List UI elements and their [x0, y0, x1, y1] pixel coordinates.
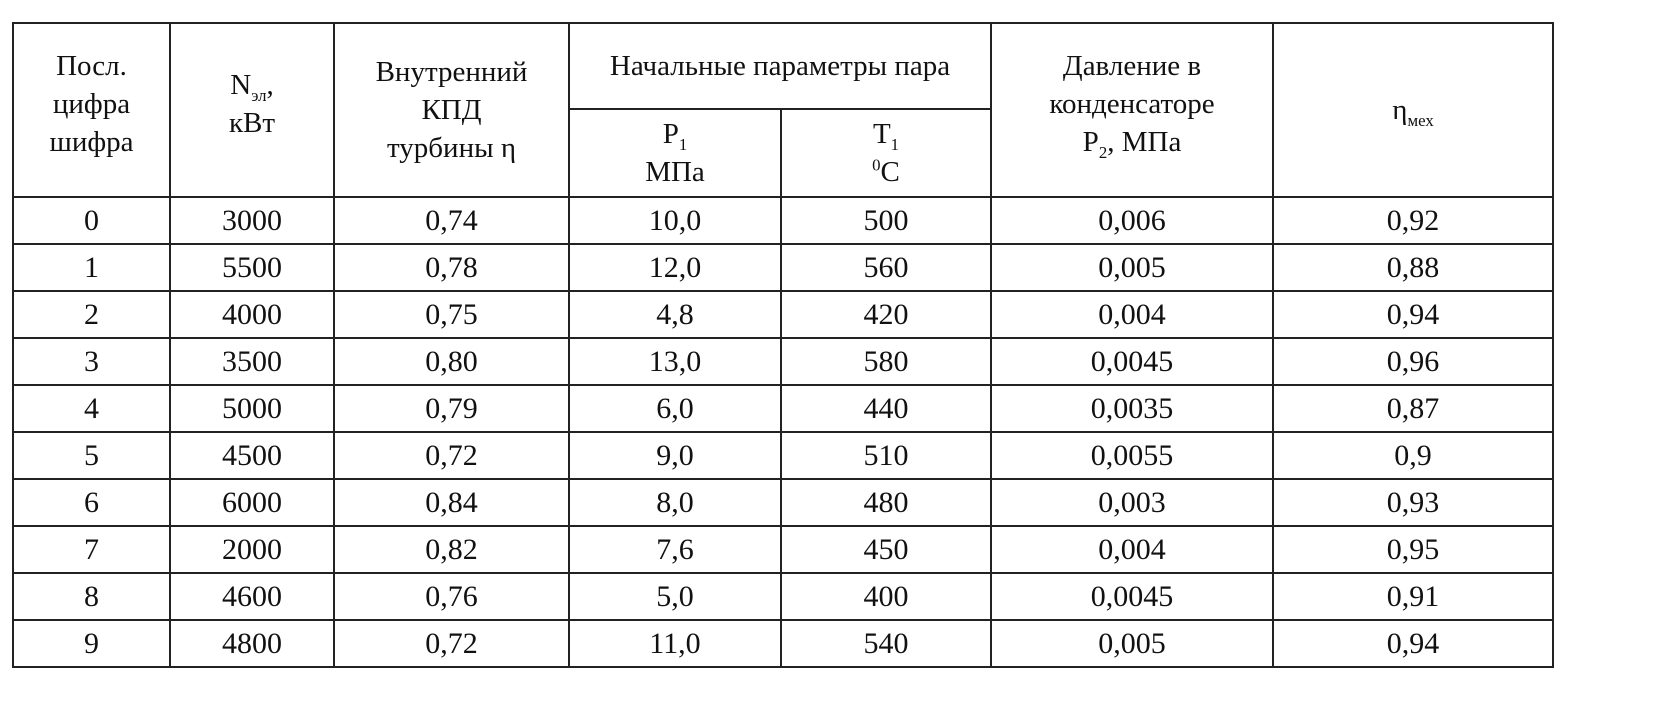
cell-mech-efficiency: 0,94 [1273, 291, 1553, 338]
cell-condenser-pressure: 0,005 [991, 244, 1273, 291]
cell-mech-efficiency: 0,93 [1273, 479, 1553, 526]
cell-power: 3000 [170, 197, 334, 244]
cell-pressure-p1: 5,0 [569, 573, 781, 620]
header-power-unit: кВт [228, 107, 276, 139]
cell-power: 5000 [170, 385, 334, 432]
cell-digit: 0 [13, 197, 170, 244]
header-t1-symbol: T [872, 118, 891, 150]
header-power [170, 23, 334, 197]
parameters-table [12, 22, 1554, 668]
cell-temperature-t1: 510 [781, 432, 991, 479]
header-p1-symbol: P [662, 118, 679, 150]
cell-condenser-pressure: 0,004 [991, 526, 1273, 573]
cell-efficiency: 0,79 [334, 385, 569, 432]
table-row [13, 432, 1553, 479]
table-row [13, 244, 1553, 291]
cell-mech-efficiency: 0,88 [1273, 244, 1553, 291]
cell-mech-efficiency: 0,92 [1273, 197, 1553, 244]
header-condenser-unit: , МПа [1107, 126, 1182, 158]
header-condenser-subscript: 2 [1098, 142, 1108, 162]
header-p1-subscript: 1 [678, 134, 688, 154]
cell-temperature-t1: 400 [781, 573, 991, 620]
cell-mech-efficiency: 0,87 [1273, 385, 1553, 432]
cell-digit: 4 [13, 385, 170, 432]
cell-power: 4500 [170, 432, 334, 479]
cell-efficiency: 0,72 [334, 620, 569, 667]
cell-temperature-t1: 420 [781, 291, 991, 338]
cell-power: 2000 [170, 526, 334, 573]
cell-efficiency: 0,72 [334, 432, 569, 479]
header-power-subscript: эл [251, 85, 267, 105]
header-mech-symbol: η [1392, 94, 1408, 126]
cell-pressure-p1: 11,0 [569, 620, 781, 667]
cell-power: 4600 [170, 573, 334, 620]
cell-temperature-t1: 580 [781, 338, 991, 385]
header-initial-params [569, 23, 991, 109]
cell-digit: 8 [13, 573, 170, 620]
cell-pressure-p1: 7,6 [569, 526, 781, 573]
table-row [13, 197, 1553, 244]
cell-efficiency: 0,74 [334, 197, 569, 244]
header-condenser-symbol-line [992, 123, 1272, 161]
header-temperature-t1 [781, 109, 991, 197]
header-row-top [13, 23, 1553, 109]
cell-efficiency: 0,78 [334, 244, 569, 291]
table-row [13, 385, 1553, 432]
cell-condenser-pressure: 0,006 [991, 197, 1273, 244]
header-condenser-line-2: конденсаторе [1049, 88, 1215, 120]
header-efficiency-line-3: турбины η [387, 132, 516, 164]
cell-mech-efficiency: 0,9 [1273, 432, 1553, 479]
cell-digit: 1 [13, 244, 170, 291]
header-t1-subscript: 1 [890, 134, 900, 154]
cell-condenser-pressure: 0,0035 [991, 385, 1273, 432]
cell-digit: 9 [13, 620, 170, 667]
header-t1-degree: 0 [872, 155, 881, 175]
cell-condenser-pressure: 0,004 [991, 291, 1273, 338]
header-mech-subscript: мех [1407, 110, 1434, 130]
cell-condenser-pressure: 0,003 [991, 479, 1273, 526]
cell-power: 4000 [170, 291, 334, 338]
header-digit-line-1: Посл. [56, 50, 127, 82]
cell-temperature-t1: 540 [781, 620, 991, 667]
cell-power: 6000 [170, 479, 334, 526]
cell-digit: 3 [13, 338, 170, 385]
cell-condenser-pressure: 0,005 [991, 620, 1273, 667]
cell-temperature-t1: 480 [781, 479, 991, 526]
cell-mech-efficiency: 0,91 [1273, 573, 1553, 620]
table-row [13, 573, 1553, 620]
cell-efficiency: 0,82 [334, 526, 569, 573]
cell-pressure-p1: 13,0 [569, 338, 781, 385]
header-digit-line-3: шифра [49, 126, 134, 158]
cell-temperature-t1: 450 [781, 526, 991, 573]
header-power-symbol-line [171, 66, 333, 104]
cell-digit: 6 [13, 479, 170, 526]
header-p1-unit: МПа [645, 156, 705, 188]
cell-power: 3500 [170, 338, 334, 385]
cell-power: 4800 [170, 620, 334, 667]
cell-power: 5500 [170, 244, 334, 291]
header-initial-params-text: Начальные параметры пара [609, 50, 951, 82]
header-p1-symbol-line [570, 115, 780, 153]
table-row [13, 479, 1553, 526]
cell-mech-efficiency: 0,95 [1273, 526, 1553, 573]
header-t1-symbol-line [782, 115, 990, 153]
header-efficiency [334, 23, 569, 197]
table-row [13, 291, 1553, 338]
cell-efficiency: 0,80 [334, 338, 569, 385]
cell-digit: 5 [13, 432, 170, 479]
header-digit [13, 23, 170, 197]
cell-pressure-p1: 10,0 [569, 197, 781, 244]
cell-efficiency: 0,84 [334, 479, 569, 526]
cell-efficiency: 0,75 [334, 291, 569, 338]
cell-digit: 2 [13, 291, 170, 338]
cell-condenser-pressure: 0,0045 [991, 338, 1273, 385]
header-condenser-symbol: P [1082, 126, 1099, 158]
header-efficiency-line-2: КПД [421, 94, 482, 126]
cell-pressure-p1: 8,0 [569, 479, 781, 526]
header-power-suffix: , [266, 69, 274, 101]
table-body [13, 197, 1553, 667]
table-row [13, 620, 1553, 667]
cell-condenser-pressure: 0,0055 [991, 432, 1273, 479]
table-header [13, 23, 1553, 197]
header-power-symbol: N [230, 69, 252, 101]
cell-pressure-p1: 12,0 [569, 244, 781, 291]
header-t1-unit: C [880, 156, 900, 188]
cell-pressure-p1: 9,0 [569, 432, 781, 479]
cell-digit: 7 [13, 526, 170, 573]
header-efficiency-line-1: Внутренний [375, 56, 528, 88]
header-mech-efficiency [1273, 23, 1553, 197]
header-condenser-pressure [991, 23, 1273, 197]
cell-temperature-t1: 500 [781, 197, 991, 244]
header-digit-line-2: цифра [52, 88, 131, 120]
header-condenser-line-1: Давление в [1062, 50, 1202, 82]
cell-mech-efficiency: 0,96 [1273, 338, 1553, 385]
table-row [13, 338, 1553, 385]
cell-condenser-pressure: 0,0045 [991, 573, 1273, 620]
cell-mech-efficiency: 0,94 [1273, 620, 1553, 667]
table-row [13, 526, 1553, 573]
cell-pressure-p1: 6,0 [569, 385, 781, 432]
cell-temperature-t1: 560 [781, 244, 991, 291]
cell-temperature-t1: 440 [781, 385, 991, 432]
cell-efficiency: 0,76 [334, 573, 569, 620]
cell-pressure-p1: 4,8 [569, 291, 781, 338]
header-pressure-p1 [569, 109, 781, 197]
header-t1-unit-line [782, 153, 990, 191]
